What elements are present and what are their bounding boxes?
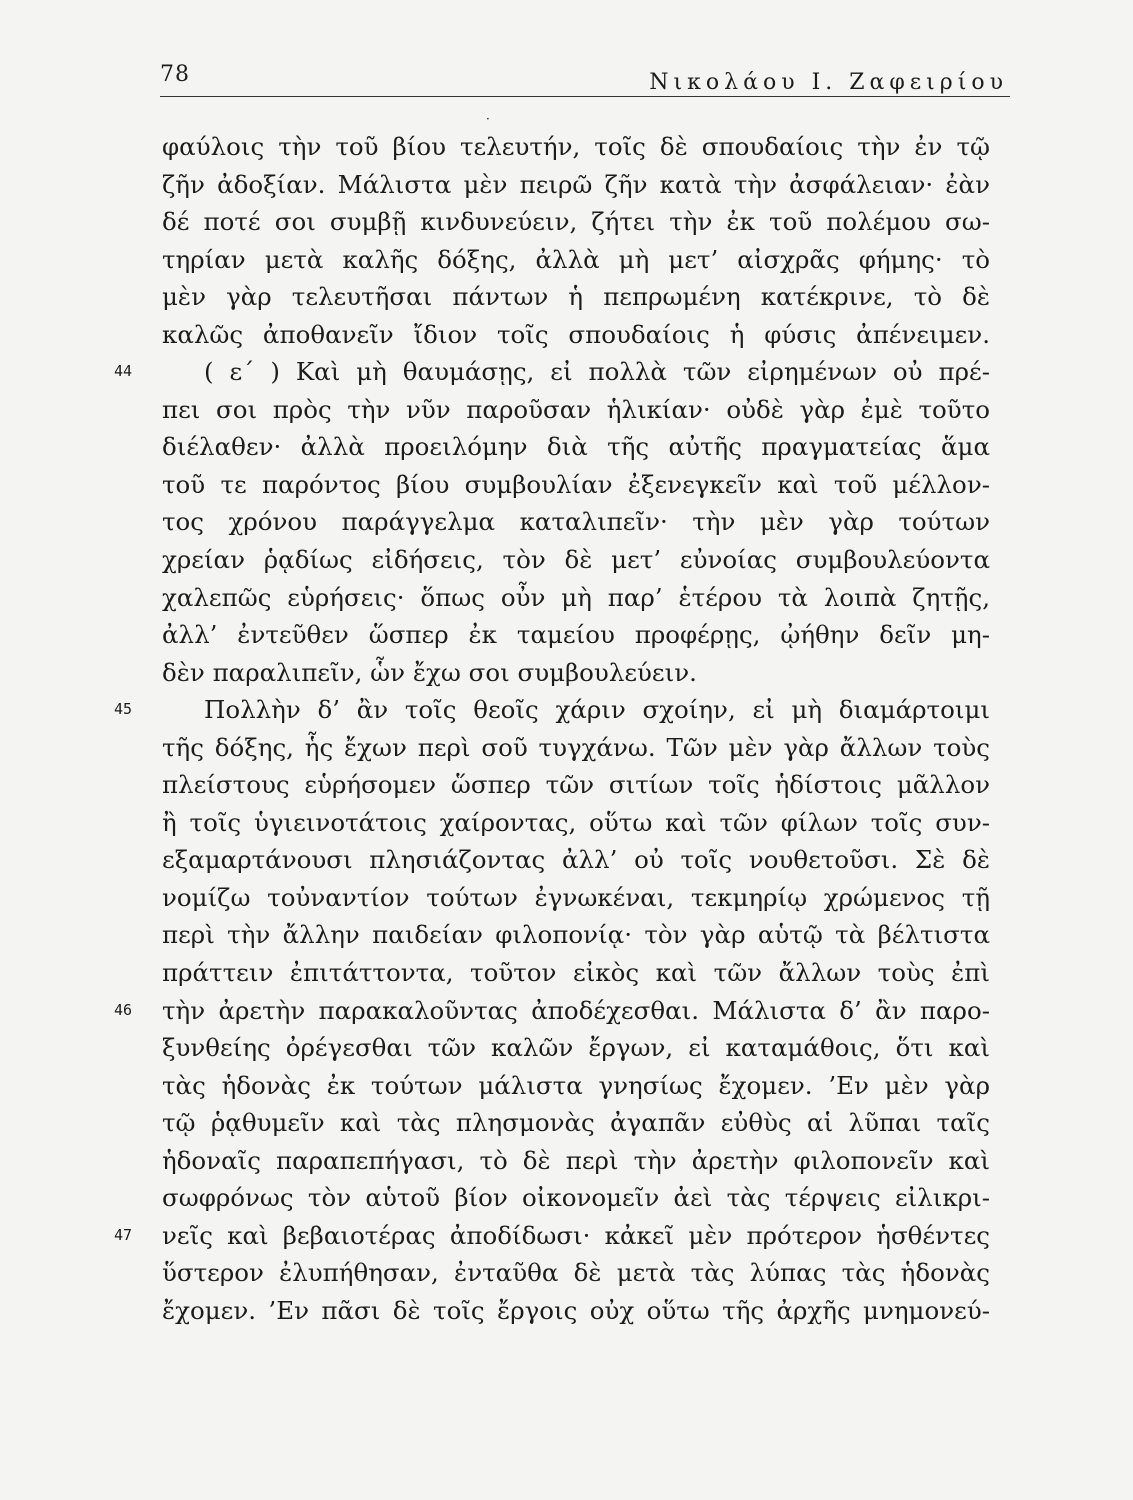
line-text: σωφρόνως τὸν αὑτοῦ βίον οἰκονομεῖν ἀεὶ τὰς τέρψεις εἰλικρι- [162,1183,990,1213]
text-line-2 [162,166,990,204]
text-line-20 [162,841,990,879]
line-text: ζῆν ἀδοξίαν. Μάλιστα μὲν πειρῶ ζῆν κατὰ τὴν ἀσφάλειαν· ἐὰν [162,169,990,199]
line-text: ἀλλ’ ἐντεῦθεν ὥσπερ ἐκ ταμείου προφέρῃς, ᾠήθην δεῖν μη- [162,620,990,650]
text-line-15 [162,654,990,692]
line-text: ἔχομεν. ’Εν πᾶσι δὲ τοῖς ἔργοις οὐχ οὕτω τῆς ἀρχῆς μνημονεύ- [162,1295,990,1325]
line-text: εξαμαρτάνουσι πλησιάζοντας ἀλλ’ οὐ τοῖς νουθετοῦσι. Σὲ δὲ [162,845,990,875]
ink-speck: · [486,112,490,126]
line-text: τὰς ἡδονὰς ἐκ τούτων μάλιστα γνησίως ἔχομεν. ’Εν μὲν γὰρ [162,1070,990,1100]
line-text: περὶ τὴν ἄλλην παιδείαν φιλοπονίᾳ· τὸν γὰρ αὑτῷ τὰ βέλτιστα [162,920,990,950]
line-text: τος χρόνου παράγγελμα καταλιπεῖν· τὴν μὲν γὰρ τούτων [162,507,990,537]
margin-number: 46 [114,1000,133,1019]
text-line-5 [162,278,990,316]
text-line-12 [162,541,990,579]
text-line-23 [162,954,990,992]
text-line-28 [162,1142,990,1180]
line-text: ἡδοναῖς παραπεπήγασι, τὸ δὲ περὶ τὴν ἀρετὴν φιλοπονεῖν καὶ [162,1145,990,1175]
text-line-19 [162,804,990,842]
line-text: ὕστερον ἐλυπήθησαν, ἐνταῦθα δὲ μετὰ τὰς λύπας τὰς ἡδονὰς [162,1258,990,1288]
body-text [114,128,990,1330]
text-line-24 [114,992,990,1030]
margin-number: 47 [114,1225,133,1244]
text-line-4 [162,241,990,279]
text-line-11 [162,503,990,541]
line-text: τῷ ῥᾳθυμεῖν καὶ τὰς πλησμονὰς ἀγαπᾶν εὐθὺς αἱ λῦπαι ταῖς [162,1108,990,1138]
text-line-1 [162,128,990,166]
line-text: πει σοι πρὸς τὴν νῦν παροῦσαν ἡλικίαν· οὐδὲ γὰρ ἐμὲ τοῦτο [162,394,990,424]
line-text: πλείστους εὑρήσομεν ὥσπερ τῶν σιτίων τοῖς ἡδίστοις μᾶλλον [162,770,990,800]
text-line-30 [114,1217,990,1255]
text-line-9 [162,428,990,466]
line-text: τοῦ τε παρόντος βίου συμβουλίαν ἐξενεγκεῖν καὶ τοῦ μέλλον- [162,469,990,499]
text-line-10 [162,466,990,504]
text-line-29 [162,1179,990,1217]
line-text: χρείαν ῥᾳδίως εἰδήσεις, τὸν δὲ μετ’ εὐνοίας συμβουλεύοντα [162,545,990,575]
text-line-27 [162,1104,990,1142]
running-head: Νικολάου Ι. Ζαφειρίου [649,70,1008,95]
text-line-8 [162,391,990,429]
line-text: νομίζω τοὐναντίον τούτων ἐγνωκέναι, τεκμηρίῳ χρώμενος τῇ [162,882,990,912]
text-line-31 [162,1254,990,1292]
text-line-22 [162,916,990,954]
line-text: ξυνθείης ὀρέγεσθαι τῶν καλῶν ἔργων, εἰ καταμάθοις, ὅτι καὶ [162,1033,990,1063]
text-line-26 [162,1067,990,1105]
line-text: νεῖς καὶ βεβαιοτέρας ἀποδίδωσι· κἀκεῖ μὲν πρότερον ἡσθέντες [162,1220,990,1250]
line-text: καλῶς ἀποθανεῖν ἴδιον τοῖς σπουδαίοις ἡ φύσις ἀπένειμεν. [162,319,990,349]
text-line-25 [162,1029,990,1067]
text-line-17 [162,729,990,767]
page-header [160,62,1008,96]
text-line-7 [114,353,990,391]
text-line-6 [162,316,990,354]
text-line-21 [162,879,990,917]
line-text: μὲν γὰρ τελευτῆσαι πάντων ἡ πεπρωμένη κατέκρινε, τὸ δὲ [162,282,990,312]
text-line-16 [114,691,990,729]
line-text: διέλαθεν· ἀλλὰ προειλόμην διὰ τῆς αὐτῆς πραγματείας ἅμα [162,432,990,462]
margin-number: 44 [114,362,133,381]
text-line-32 [162,1292,990,1330]
line-text: τὴν ἀρετὴν παρακαλοῦντας ἀποδέχεσθαι. Μάλιστα δ’ ἂν παρο- [162,995,990,1025]
line-text: Πολλὴν δ’ ἂν τοῖς θεοῖς χάριν σχοίην, εἰ μὴ διαμάρτοιμι [204,695,990,725]
header-rule [160,96,1010,97]
text-line-3 [162,203,990,241]
text-line-14 [162,616,990,654]
page-number: 78 [160,62,190,87]
line-text: φαύλοις τὴν τοῦ βίου τελευτήν, τοῖς δὲ σπουδαίοις τὴν ἐν τῷ [162,132,990,161]
text-line-13 [162,579,990,617]
line-text: ( ε΄ ) Καὶ μὴ θαυμάσῃς, εἰ πολλὰ τῶν εἰρημένων οὐ πρέ- [204,357,990,387]
margin-number: 45 [114,700,133,719]
line-text: πράττειν ἐπιτάττοντα, τοῦτον εἰκὸς καὶ τῶν ἄλλων τοὺς ἐπὶ [162,958,990,988]
text-line-18 [162,766,990,804]
line-text: ἢ τοῖς ὑγιεινοτάτοις χαίροντας, οὕτω καὶ τῶν φίλων τοῖς συν- [162,807,990,837]
line-text: τῆς δόξης, ἧς ἔχων περὶ σοῦ τυγχάνω. Τῶν μὲν γὰρ ἄλλων τοὺς [162,732,990,762]
line-text: δέ ποτέ σοι συμβῇ κινδυνεύειν, ζήτει τὴν ἐκ τοῦ πολέμου σω- [162,207,990,237]
line-text: δὲν παραλιπεῖν, ὧν ἔχω σοι συμβουλεύειν. [162,657,697,687]
line-text: τηρίαν μετὰ καλῆς δόξης, ἀλλὰ μὴ μετ’ αἰσχρᾶς φήμης· τὸ [162,244,990,274]
line-text: χαλεπῶς εὑρήσεις· ὅπως οὖν μὴ παρ’ ἑτέρου τὰ λοιπὰ ζητῇς, [162,582,990,612]
